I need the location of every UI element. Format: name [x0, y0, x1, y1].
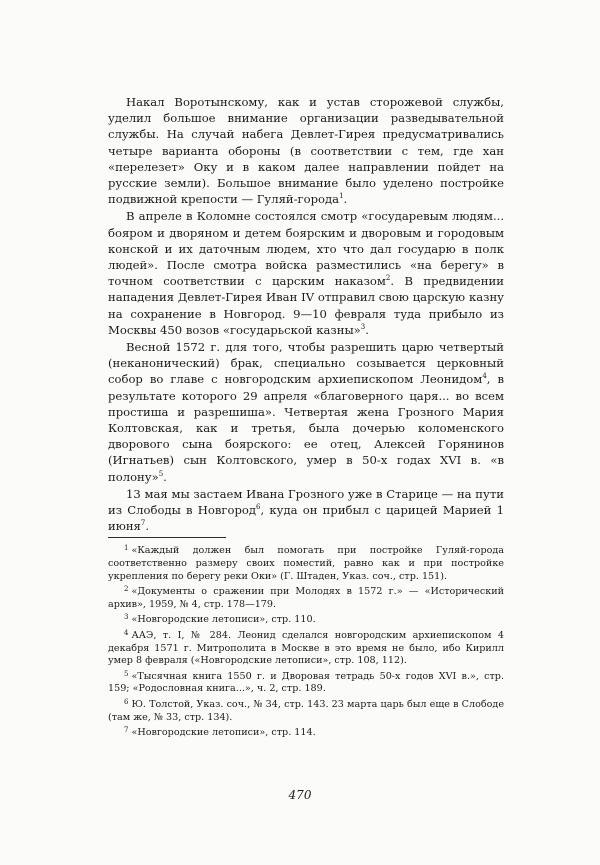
- paragraph-2: В апреле в Коломне состоялся смотр «государевым людям... бояром и дворяном и детем боярским и дворовым и городовым конской и их даточным людем, хто что дал государю в полк людей». После смотра войска разместились «на берегу» в точном соответствии с царским наказом$^2$. В предвидении нападения Девлет-Гирея Иван IV отправил свою царскую казну на сохранение в Новгород. 9—10 февраля туда прибыло из Москвы 450 возов «государьской казны»$^3$.: [108, 209, 504, 337]
- footnote-text: Ю. Толстой, Указ. соч., № 34, стр. 143. 23 марта царь был еще в Слободе (там же, № 33, стр. 134).: [108, 699, 504, 723]
- footnote-number: 1: [124, 544, 129, 553]
- footnote-number: 2: [124, 585, 129, 594]
- footnote-4: [108, 627, 504, 668]
- footnote-text: «Тысячная книга 1550 г. и Дворовая тетрадь 50-х годов XVI в.», стр. 159; «Родословная книга...», ч. 2, стр. 189.: [108, 670, 504, 695]
- footnote-number: 7: [124, 726, 129, 735]
- paragraph-4-text-cont: , куда он прибыл с царицей Марией 1 июня: [108, 503, 504, 534]
- paragraph-3: Весной 1572 г. для того, чтобы разрешить царю четвертый (неканонический) брак, специально созывается церковный собор во главе с новгородским архиепископом Леонидом$^4$, в результате которого 29 апреля «благоверного царя... во всем простиша и разрешиша». Четвертая жена Грозного Мария Колтовская, как и третья, была дочерью коломенского дворового сына боярского: ее отец, Алексей Горянинов (Игнатьев) сын Колтовского, умер в 50-х годах XVI в. «в полону»$^5$.: [108, 340, 504, 484]
- main-text: [108, 94, 504, 740]
- note-ref-3: 3: [360, 322, 366, 331]
- footnote-1: [108, 542, 504, 583]
- page-number: 470: [288, 788, 312, 802]
- footnotes: [108, 542, 504, 739]
- footnote-number: 5: [124, 669, 129, 678]
- paragraph-1-text: Накал Воротынскому, как и устав сторожевой службы, уделил большое внимание организации разведывательной службы. На случай набега Девлет-Гирея предусматривались четыре варианта обороны (в соответствии с тем, где хан «перелезет» Оку и в каком далее направлении пойдет на русские земли). Большое внимание было уделено постройке подвижной крепости — Гуляй-города: [108, 95, 504, 207]
- note-ref-7: 7: [140, 519, 146, 528]
- footnote-7: [108, 724, 504, 740]
- footnote-2: [108, 583, 504, 611]
- footnote-5: [108, 668, 504, 696]
- paragraph-3-text: Весной 1572 г. для того, чтобы разрешить царю четвертый (неканонический) брак, специально созывается церковный собор во главе с новгородским архиепископом Леонидом: [108, 340, 504, 387]
- paragraph-4: 13 мая мы застаем Ивана Грозного уже в Старице — на пути из Слободы в Новгород$^6$, куда он прибыл с царицей Марией 1 июня$^7$.: [108, 486, 504, 534]
- paragraph-3-text-cont: , в результате которого 29 апреля «благоверного царя... во всем простиша и разрешиша». Четвертая жена Грозного Мария Колтовская, как и третья, была дочерью коломенского дворового сына боярского: ее отец, Алексей Горянинов (Игнатьев) сын Колтовского, умер в 50-х годах XVI в. «в полону»: [108, 372, 504, 484]
- footnote-6: [108, 696, 504, 724]
- footnote-divider: [108, 537, 226, 538]
- note-ref-2: 2: [385, 274, 391, 283]
- footnote-text: ААЭ, т. I, № 284. Леонид сделался новгородским архиепископом 4 декабря 1571 г. Митрополита в Москве в это время не было, ибо Кирилл умер 8 февраля («Новгородские летописи», стр. 108, 112).: [108, 630, 504, 667]
- footnote-text: «Каждый должен был помогать при постройке Гуляй-города соответственно размеру своих поместий, равно как и при постройке укрепления по берегу реки Оки» (Г. Штаден, Указ. соч., стр. 151).: [108, 545, 504, 582]
- note-ref-6: 6: [256, 503, 261, 512]
- paragraph-2-text-cont: . В предвидении нападения Девлет-Гирея Иван IV отправил свою царскую казну на сохранение в Новгород. 9—10 февраля туда прибыло из Москвы 450 возов «государьской казны»: [108, 274, 504, 337]
- note-ref-5: 5: [158, 469, 164, 478]
- footnote-number: 4: [124, 629, 129, 638]
- paragraph-1: Накал Воротынскому, как и устав сторожевой службы, уделил большое внимание организации разведывательной службы. На случай набега Девлет-Гирея предусматривались четыре варианта обороны (в соответствии с тем, где хан «перелезет» Оку и в каком далее направлении пойдет на русские земли). Большое внимание было уделено постройке подвижной крепости — Гуляй-города$^1$.: [108, 95, 504, 207]
- footnote-text: «Документы о сражении при Молодях в 1572 г.» — «Исторический архив», 1959, № 4, стр. 178—179.: [108, 586, 504, 610]
- footnote-number: 3: [124, 613, 129, 622]
- paragraph-2-text: В апреле в Коломне состоялся смотр «государевым людям... бояром и дворяном и детем боярским и дворовым и городовым конской и их даточным людем, хто что дал государю в полк людей». После смотра войска разместились «на берегу» в точном соответствии с царским наказом: [108, 209, 504, 289]
- footnote-text: «Новгородские летописи», стр. 110.: [131, 614, 316, 626]
- note-ref-1: 1: [339, 192, 344, 201]
- footnote-3: [108, 611, 504, 627]
- note-ref-4: 4: [482, 372, 487, 381]
- footnote-text: «Новгородские летописи», стр. 114.: [131, 727, 316, 739]
- paragraph-4-text: 13 мая мы застаем Ивана Грозного уже в Старице — на пути из Слободы в Новгород: [108, 486, 504, 518]
- footnote-number: 6: [124, 698, 129, 707]
